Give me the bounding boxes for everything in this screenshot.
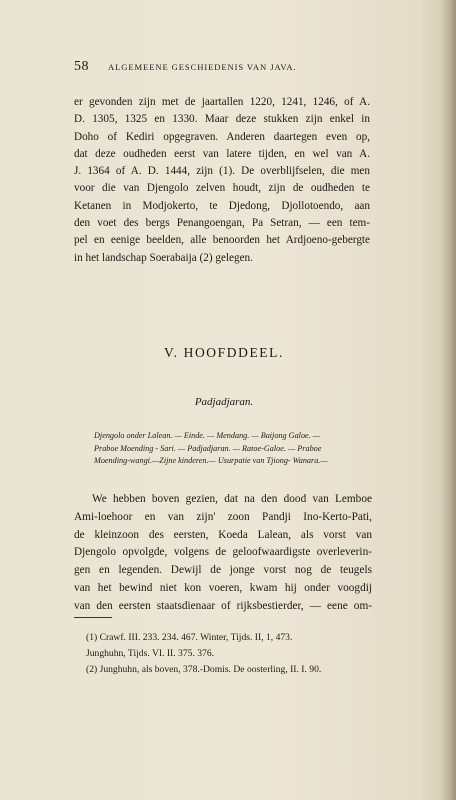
text-line: gen en legenden. Dewijl de jonge vorst nog de teugels <box>74 564 372 577</box>
summary-line: Moending-wangi.—Zijne kinderen.— Usurpatie van Tjiong- Wanara.— <box>94 456 328 466</box>
footnote-line: (1) Crawf. III. 233. 234. 467. Winter, Tijds. II, 1, 473. <box>86 632 293 643</box>
footnote-rule <box>74 617 112 618</box>
text-line: Doho of Kediri opgegraven. Anderen daartegen even op, <box>74 130 370 143</box>
chapter-summary <box>94 430 374 468</box>
running-title: ALGEMEENE GESCHIEDENIS VAN JAVA. <box>108 62 297 72</box>
text-line: Ketanen in Modjokerto, te Djedong, Djollotoendo, aan <box>74 199 370 212</box>
text-line: dat deze oudheden eerst van latere tijden, en wel van A. <box>74 147 370 160</box>
summary-line: Praboe Moending - Sari. — Padjadjaran. — Ratoe-Galoe. — Praboe <box>94 443 322 453</box>
text-line: D. 1305, 1325 en 1330. Maar deze stukken zijn enkel in <box>74 113 370 126</box>
text-line: voor die van Djengolo zelven houdt, zijn de oudheden te <box>74 182 370 195</box>
summary-line: Djengolo onder Lalean. — Einde. — Mendang. — Baijong Galoe. — <box>94 431 321 440</box>
text-line: den voet des bergs Penangoengan, Pa Setran, — een tem- <box>74 217 370 230</box>
text-line: We hebben boven gezien, dat na den dood van Lemboe <box>92 493 372 505</box>
text-line: van den eersten staatsdienaar of rijksbestierder, — eene om- <box>74 599 372 612</box>
text-line: Djengolo opvolgde, volgens de geloofwaardigste overleverin- <box>74 546 372 559</box>
footnotes <box>86 630 376 679</box>
text-line: pel en eenige beelden, alle benoorden het Ardjoeno-gebergte <box>74 234 370 247</box>
text-line: Ami-loehoor en van zijn' zoon Pandji Ino-Kerto-Pati, <box>74 510 372 523</box>
paragraph-2 <box>74 491 372 616</box>
text-line: er gevonden zijn met de jaartallen 1220, 1241, 1246, of A. <box>74 96 370 108</box>
chapter-heading: V. HOOFDDEEL. <box>164 345 284 360</box>
page-edge-shadow <box>440 0 456 800</box>
paragraph-1 <box>74 94 370 267</box>
page-number: 58 <box>74 59 89 74</box>
text-line: J. 1364 of A. D. 1444, zijn (1). De overblijfselen, die men <box>74 165 370 178</box>
text-line: de kleinzoon des eersten, Koeda Lalean, als vorst van <box>74 528 372 541</box>
chapter-subtitle: Padjadjaran. <box>194 396 254 408</box>
text-line: van het bewind niet kon voeren, kwam hij onder voogdij <box>74 581 372 594</box>
text-line: in het landschap Soerabaija (2) gelegen. <box>74 251 253 264</box>
footnote-line: Junghuhn, Tijds. VI. II. 375. 376. <box>86 648 215 660</box>
footnote-line: (2) Junghuhn, als boven, 378.-Domis. De oosterling, II. I. 90. <box>86 664 322 676</box>
page-header <box>74 59 374 75</box>
